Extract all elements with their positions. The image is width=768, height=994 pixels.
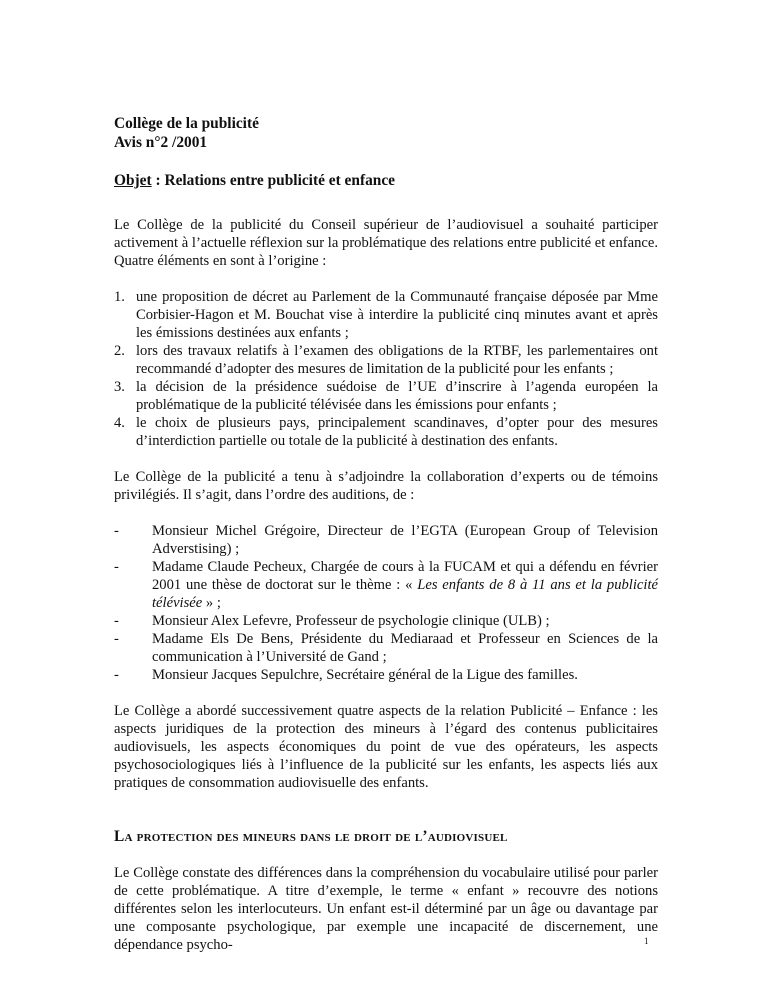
list-item	[114, 378, 658, 414]
section-paragraph: Le Collège constate des différences dans la compréhension du vocabulaire utilisé pour parler de cette problématique. A titre d’exemple, le terme « enfant » recouvre des notions différentes selon les interlocuteurs. Un enfant est-il déterminé par un âge ou davantage par une composante psychologique, par exemple une incapacité de discernement, une dépendance psycho-	[114, 865, 658, 953]
list-item	[114, 612, 658, 630]
list-item-text: la décision de la présidence suédoise de l’UE d’inscrire à l’agenda européen la problématique de la publicité télévisée dans les émissions pour enfants ;	[136, 379, 658, 413]
dash-bullet: -	[114, 631, 119, 647]
section-heading: La protection des mineurs dans le droit de l’audiovisuel	[114, 828, 508, 845]
dash-bullet: -	[114, 667, 119, 683]
witness-text: Monsieur Alex Lefevre, Professeur de psychologie clinique (ULB) ;	[152, 613, 550, 629]
dash-bullet: -	[114, 613, 119, 629]
witness-text: Monsieur Jacques Sepulchre, Secrétaire général de la Ligue des familles.	[152, 667, 578, 683]
witnesses-list	[114, 522, 658, 684]
list-number: 1.	[114, 289, 125, 305]
objet-line	[114, 171, 658, 190]
title-block	[114, 114, 658, 152]
list-item	[114, 522, 658, 558]
list-number: 4.	[114, 415, 125, 431]
intro-paragraph: Le Collège de la publicité du Conseil supérieur de l’audiovisuel a souhaité participer activement à l’actuelle réflexion sur la problématique des relations entre publicité et enfance. Quatre éléments en sont à l’origine :	[114, 217, 658, 269]
college-title: Collège de la publicité	[114, 115, 259, 132]
list-item	[114, 288, 658, 342]
list-item-text: une proposition de décret au Parlement de la Communauté française déposée par Mme Corbisier-Hagon et M. Bouchat vise à interdire la publicité cinq minutes avant et après les émissions destinées aux enfants ;	[136, 289, 658, 341]
witness-text: Monsieur Michel Grégoire, Directeur de l’EGTA (European Group of Television Adverstising) ;	[152, 523, 658, 557]
list-item	[114, 414, 658, 450]
list-item-text: le choix de plusieurs pays, principalement scandinaves, d’opter pour des mesures d’interdiction partielle ou totale de la publicité à destination des enfants.	[136, 415, 658, 449]
page-number: 1	[644, 936, 649, 946]
list-item-text: lors des travaux relatifs à l’examen des obligations de la RTBF, les parlementaires ont recommandé d’adopter des mesures de limitation de la publicité pour les enfants ;	[136, 343, 658, 377]
avis-number: Avis n°2 /2001	[114, 134, 208, 151]
page-content	[114, 114, 658, 954]
list-item	[114, 666, 658, 684]
objet-text: Relations entre publicité et enfance	[164, 172, 395, 189]
witness-text-end: » ;	[202, 595, 221, 611]
list-number: 3.	[114, 379, 125, 395]
dash-bullet: -	[114, 559, 119, 575]
objet-separator: :	[151, 172, 165, 189]
dash-bullet: -	[114, 523, 119, 539]
list-item	[114, 630, 658, 666]
witness-text: Madame Claude Pecheux, Chargée de cours à la FUCAM et qui a défendu en février 2001 une thèse de doctorat sur le thème : «	[152, 559, 658, 593]
collaboration-paragraph: Le Collège de la publicité a tenu à s’adjoindre la collaboration d’experts ou de témoins privilégiés. Il s’agit, dans l’ordre des auditions, de :	[114, 469, 658, 503]
aspects-paragraph: Le Collège a abordé successivement quatre aspects de la relation Publicité – Enfance : les aspects juridiques de la protection des mineurs à l’égard des contenus publicitaires audiovisuels, les aspects économiques du point de vue des opérateurs, les aspects psychosociologiques liés à l’influence de la publicité sur les enfants, les aspects liés aux pratiques de consommation audiovisuelle des enfants.	[114, 703, 658, 791]
objet-label: Objet	[114, 172, 152, 189]
thesis-title: Les enfants de 8 à 11 ans et la publicité télévisée	[152, 577, 658, 611]
witness-text: Madame Els De Bens, Présidente du Mediaraad et Professeur en Sciences de la communication à l’Université de Gand ;	[152, 631, 658, 665]
origin-elements-list	[114, 288, 658, 450]
list-number: 2.	[114, 343, 125, 359]
list-item	[114, 558, 658, 612]
list-item	[114, 342, 658, 378]
